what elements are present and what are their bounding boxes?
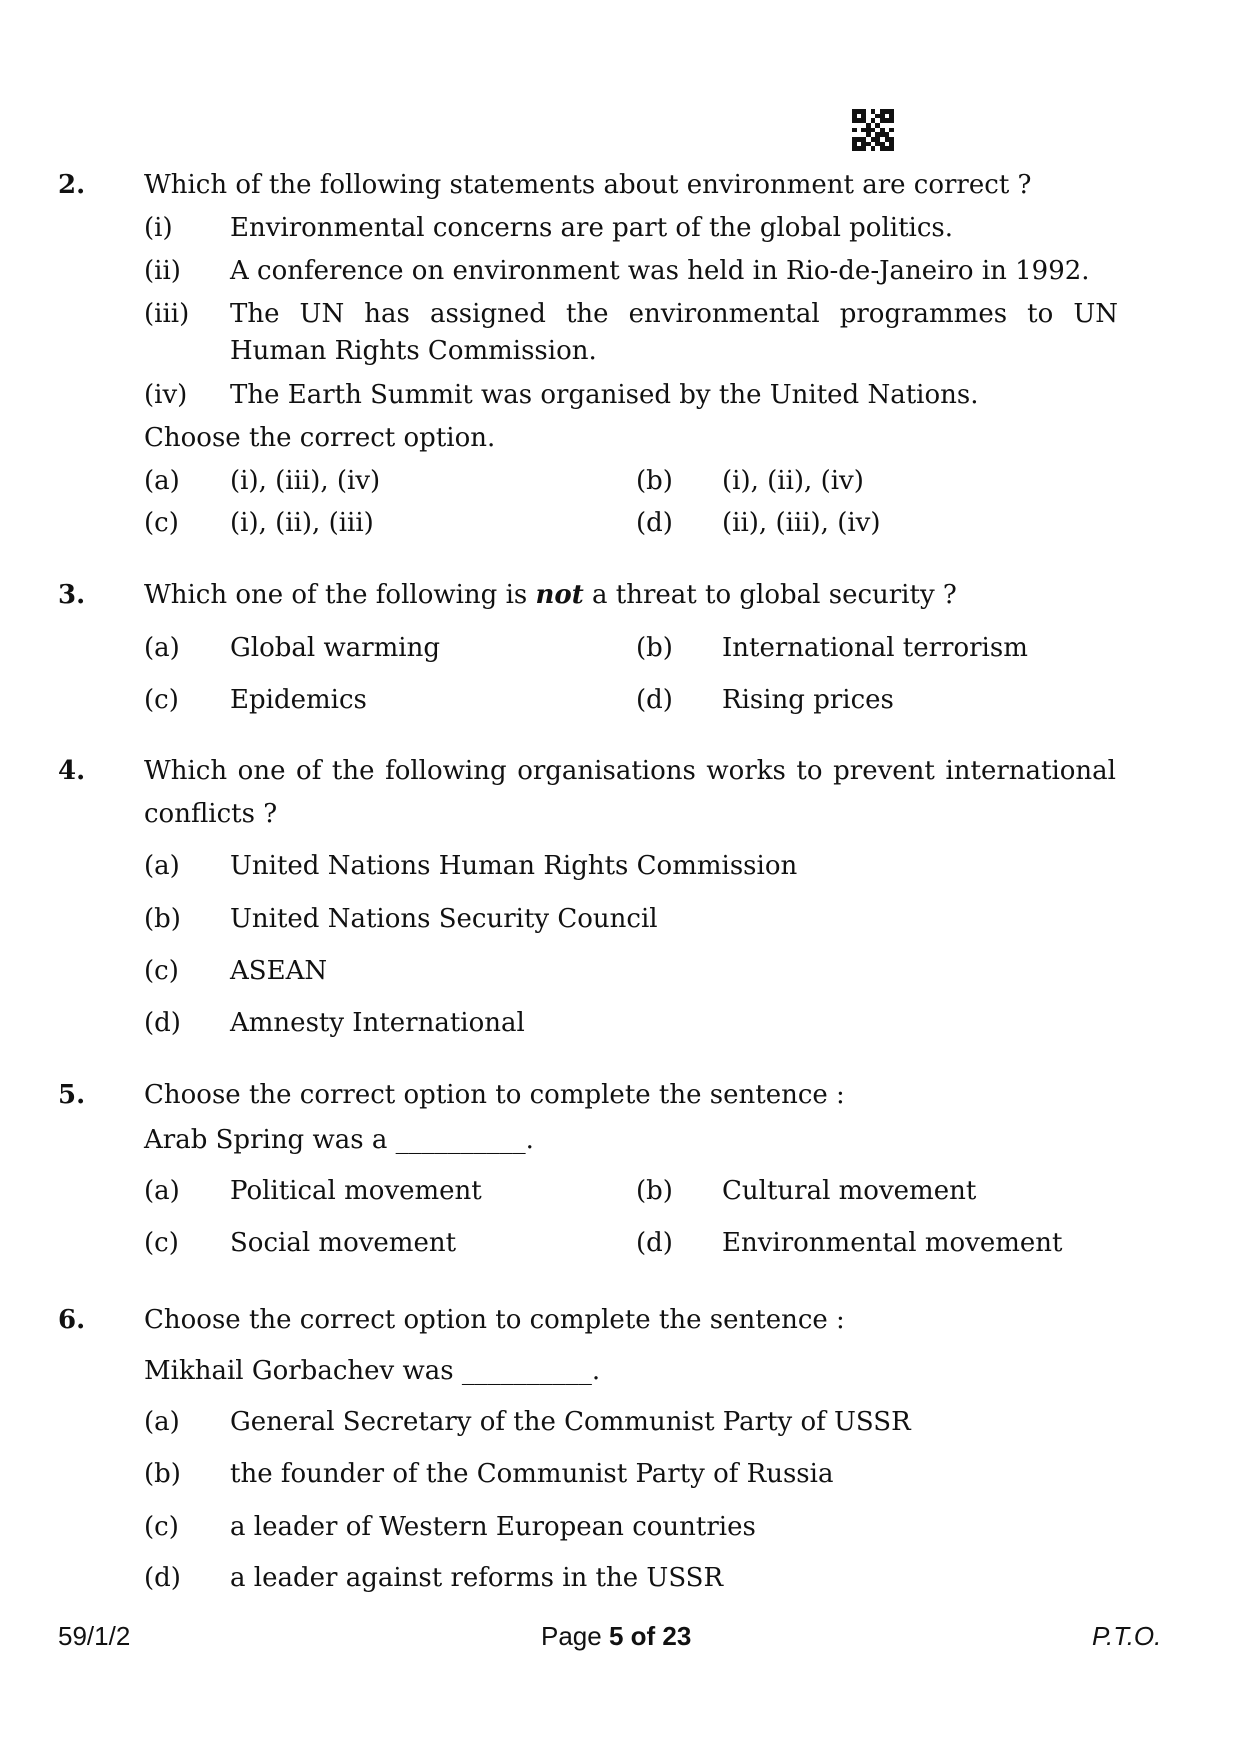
option-label: (a) <box>144 1407 180 1437</box>
question-text: Which of the following statements about environment are correct ? <box>144 170 1032 200</box>
option-label: (a) <box>144 851 180 881</box>
statement-text: Environmental concerns are part of the global politics. <box>230 213 954 243</box>
statement-label: (iii) <box>144 299 190 329</box>
page-current: 5 <box>608 1621 624 1651</box>
option-text: (i), (ii), (iv) <box>722 466 864 496</box>
paper-code: 59/1/2 <box>58 1621 131 1651</box>
option-label: (b) <box>636 633 673 663</box>
option-text: the founder of the Communist Party of Russia <box>230 1459 834 1489</box>
option-text: General Secretary of the Communist Party of USSR <box>230 1407 911 1437</box>
question-number: 4. <box>58 756 86 786</box>
statement-text: The Earth Summit was organised by the United Nations. <box>230 380 979 410</box>
option-text: Environmental movement <box>722 1228 1063 1258</box>
question-number: 2. <box>58 170 86 200</box>
page-of: of <box>623 1621 663 1651</box>
option-text: Rising prices <box>722 685 894 715</box>
statement-text: A conference on environment was held in Rio-de-Janeiro in 1992. <box>230 256 1090 286</box>
option-label: (c) <box>144 508 179 538</box>
option-label: (b) <box>144 1459 181 1489</box>
option-text: (ii), (iii), (iv) <box>722 508 881 538</box>
option-text: United Nations Human Rights Commission <box>230 851 798 881</box>
question-number: 3. <box>58 580 86 610</box>
option-label: (c) <box>144 1228 179 1258</box>
option-label: (d) <box>636 508 673 538</box>
question-text: Which one of the following organisations works to prevent international <box>144 756 1116 786</box>
option-label: (b) <box>144 904 181 934</box>
option-text: Social movement <box>230 1228 457 1258</box>
statement-label: (ii) <box>144 256 181 286</box>
pto-label: P.T.O. <box>1092 1621 1162 1651</box>
option-label: (a) <box>144 466 180 496</box>
option-label: (b) <box>636 466 673 496</box>
question-number: 5. <box>58 1080 86 1110</box>
option-label: (a) <box>144 1176 180 1206</box>
option-label: (d) <box>144 1008 181 1038</box>
option-text: a leader of Western European countries <box>230 1512 756 1542</box>
option-text: Political movement <box>230 1176 482 1206</box>
option-label: (a) <box>144 633 180 663</box>
question-text-continued: conflicts ? <box>144 799 278 829</box>
statement-label: (iv) <box>144 380 188 410</box>
question-text: Choose the correct option to complete the sentence : <box>144 1305 845 1335</box>
question-text-part: Which one of the following is <box>144 580 536 610</box>
option-text: Cultural movement <box>722 1176 977 1206</box>
option-text: Epidemics <box>230 685 367 715</box>
page-total: 23 <box>662 1621 692 1651</box>
page-indicator <box>541 1621 691 1652</box>
option-label: (c) <box>144 685 179 715</box>
option-text: Amnesty International <box>230 1008 525 1038</box>
qr-code-icon <box>852 109 894 151</box>
page-prefix: Page <box>541 1621 609 1651</box>
option-text: (i), (iii), (iv) <box>230 466 381 496</box>
option-label: (c) <box>144 1512 179 1542</box>
question-text: Choose the correct option to complete the sentence : <box>144 1080 845 1110</box>
instruction-text: Choose the correct option. <box>144 423 496 453</box>
option-label: (d) <box>144 1563 181 1593</box>
statement-text: The UN has assigned the environmental programmes to UN <box>230 299 1118 329</box>
option-text: Global warming <box>230 633 441 663</box>
option-label: (d) <box>636 685 673 715</box>
statement-label: (i) <box>144 213 173 243</box>
option-text: (i), (ii), (iii) <box>230 508 374 538</box>
option-text: International terrorism <box>722 633 1028 663</box>
question-number: 6. <box>58 1305 86 1335</box>
option-text: United Nations Security Council <box>230 904 658 934</box>
emphasis-text: not <box>535 580 584 610</box>
statement-text-continued: Human Rights Commission. <box>230 336 597 366</box>
option-label: (c) <box>144 956 179 986</box>
option-text: ASEAN <box>230 956 328 986</box>
option-label: (b) <box>636 1176 673 1206</box>
option-label: (d) <box>636 1228 673 1258</box>
option-text: a leader against reforms in the USSR <box>230 1563 724 1593</box>
question-text <box>144 580 957 610</box>
sentence-text: Arab Spring was a __________. <box>144 1125 534 1155</box>
question-text-part: a threat to global security ? <box>583 580 957 610</box>
sentence-text: Mikhail Gorbachev was __________. <box>144 1356 601 1386</box>
